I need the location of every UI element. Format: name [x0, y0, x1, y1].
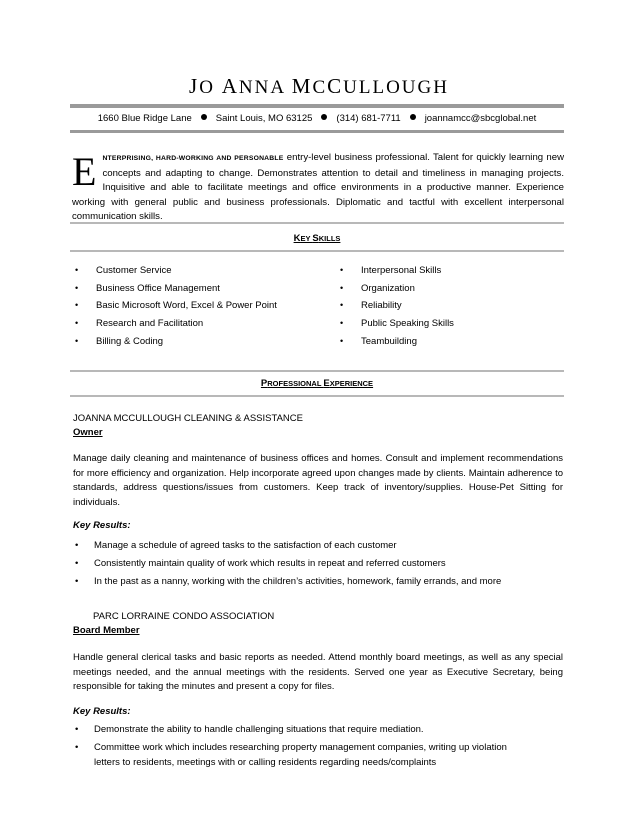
skills-rule-bottom [70, 250, 564, 252]
contact-email[interactable]: joannamcc@sbcglobal.net [424, 113, 537, 124]
job-role: Board Member [73, 625, 140, 636]
result-item: • Manage a schedule of agreed tasks to the satisfaction of each customer [75, 540, 397, 551]
header-rule-top [70, 104, 564, 108]
contact-address: 1660 Blue Ridge Lane [97, 113, 192, 124]
experience-heading: PROFESSIONAL EXPERIENCE [260, 378, 374, 389]
skill-item: • Teambuilding [340, 336, 417, 347]
summary-lead-caps: NTERPRISING, HARD-WORKING AND PERSONABLE [102, 155, 284, 162]
summary-dropcap: E [72, 149, 97, 194]
experience-rule-bottom [70, 395, 564, 397]
separator-dot-icon [201, 114, 207, 120]
skill-item: • Customer Service [75, 265, 172, 276]
header-rule-bottom [70, 130, 564, 133]
separator-dot-icon [321, 114, 327, 120]
job-company: JOANNA MCCULLOUGH CLEANING & ASSISTANCE [73, 413, 303, 424]
summary-text: entry-level business professional. Talent for quickly learning new concepts and adapting to change. Demonstrates attention to detail and timeliness in managing projects. Inquisitive and able to facilitate meetings and office environments in a productive manner. Experience working with general public and business professionals. Diplomatic and tactful with excellent interpersonal communication skills. [72, 152, 564, 222]
skill-item: • Interpersonal Skills [340, 265, 442, 276]
professional-summary [72, 151, 564, 225]
skill-item: • Basic Microsoft Word, Excel & Power Point [75, 300, 277, 311]
contact-phone: (314) 681-7711 [336, 113, 401, 124]
key-results-label: Key Results: [73, 706, 131, 717]
skill-item: • Billing & Coding [75, 336, 164, 347]
contact-city: Saint Louis, MO 63125 [215, 113, 313, 124]
key-results-label: Key Results: [73, 520, 131, 531]
skill-item: • Public Speaking Skills [340, 318, 454, 329]
skills-rule-top [70, 222, 564, 224]
job-description: Handle general clerical tasks and basic reports as needed. Attend monthly board meetings, as well as any special meetings needed, and the annual meetings with the residents. Served one year as Executive Secretary, being responsible for taking the minutes and present a copy for files. [73, 652, 563, 693]
result-item: • Demonstrate the ability to handle challenging situations that require mediation. [75, 724, 424, 735]
contact-line [70, 113, 564, 124]
job-description: Manage daily cleaning and maintenance of business offices and homes. Consult and implement recommendations for more efficiency and organization. Help incorporate agreed upon changes made by clients. Maintain adherence to standards, address questions/issues from customers. Keep track of inventory/supplies. House-Pet Sitting for individuals. [73, 453, 563, 508]
job-company: PARC LORRAINE CONDO ASSOCIATION [93, 611, 275, 622]
result-item: • In the past as a nanny, working with the children’s activities, homework, family errands, and more [75, 576, 502, 587]
result-item: • Consistently maintain quality of work which results in repeat and referred customers [75, 558, 446, 569]
job-role: Owner [73, 427, 103, 438]
skill-item: • Research and Facilitation [75, 318, 204, 329]
result-item: • Committee work which includes researching property management companies, writing up violation letters to residents, meetings with or calling residents regarding needs/complaints [75, 742, 507, 768]
skill-item: • Business Office Management [75, 283, 220, 294]
skill-item: • Reliability [340, 300, 402, 311]
resume-name: JO ANNA MCCULLOUGH [189, 74, 449, 98]
experience-rule-top [70, 370, 564, 372]
skill-item: • Organization [340, 283, 415, 294]
separator-dot-icon [410, 114, 416, 120]
key-skills-heading: KEY SKILLS [293, 233, 341, 244]
